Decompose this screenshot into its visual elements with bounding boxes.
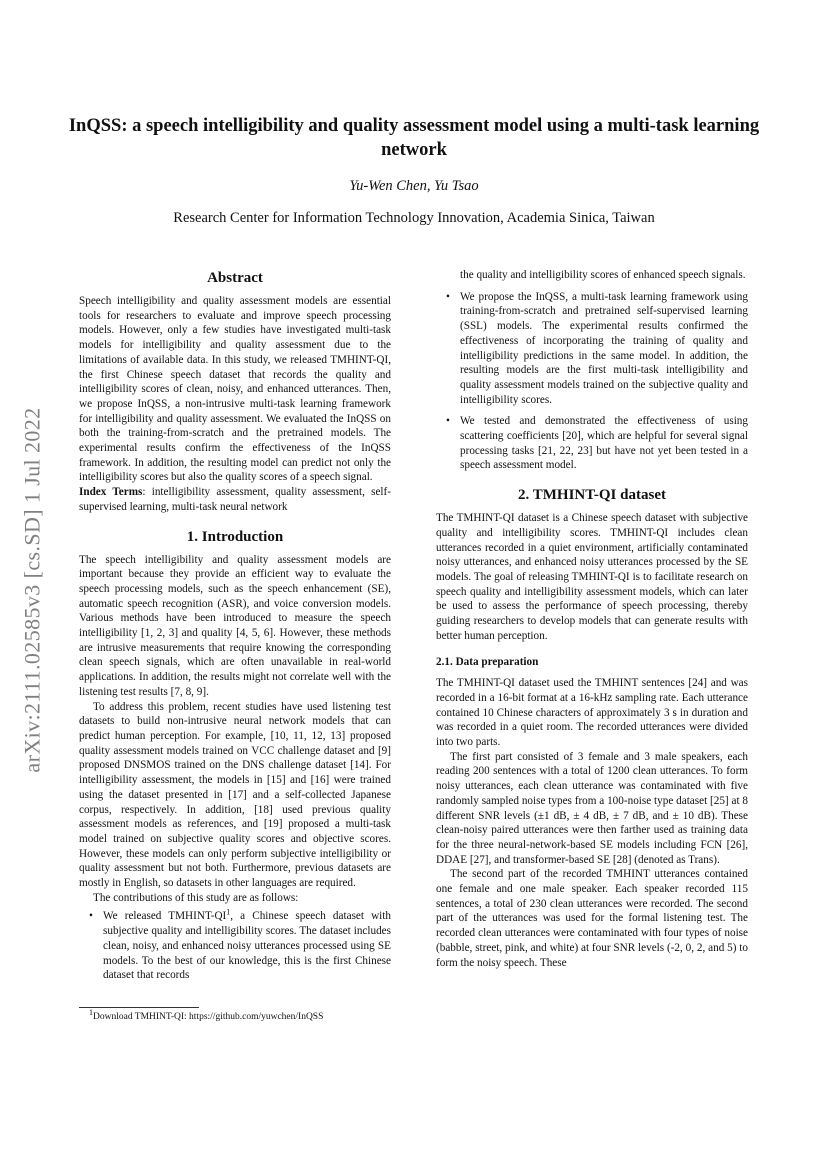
dataset-heading: 2. TMHINT-QI dataset — [518, 487, 666, 504]
footnote-ref[interactable]: 1 — [226, 907, 231, 917]
data-preparation-heading: 2.1. Data preparation — [436, 656, 539, 669]
intro-paragraph-1: The speech intelligibility and quality assessment models are important because they provide an efficient way to evaluate the speech processing models, such as the speech enhancement (SE), automatic speech recognition (ASR), and voice conversion models. Various methods have been introduced to measure the speech intelligibility [1, 2, 3] and quality [4, 5, 6]. However, these methods are intrusive measurements that require knowing the corresponding clean speech signals, which are often unavailable in real-world applications. In addition, the results might not correlate well with the listening test results [7, 8, 9]. — [79, 553, 391, 698]
paper-affiliation: Research Center for Information Technology Innovation, Academia Sinica, Taiwan — [173, 210, 655, 226]
contributions-list — [79, 909, 391, 983]
intro-paragraph-2: To address this problem, recent studies have used listening test datasets to build non-intrusive neural network models that can predict human perception. For example, [10, 11, 12, 13] proposed quality assessment models trained on VCC challenge dataset and [9] proposed DNSMOS trained on the DNS challenge dataset [14]. For intelligibility assessment, the models in [15] and [16] were trained using the dataset presented in [17] and a self-collected Japanese corpus, respectively. In addition, [18] used previous quality assessment models as references, and [19] proposed a multi-task model trained on subjective quality scores and objective scores. However, these models can only perform subjective intelligibility or quality assessment but not both. Furthermore, previous datasets are mostly in English, so datasets in other languages are required. — [79, 700, 391, 890]
contributions-list-continued — [436, 290, 748, 473]
index-terms-text: : intelligibility assessment, quality assessment, self-supervised learning, multi-task neural network — [79, 486, 391, 513]
contribution-item-1 — [79, 909, 391, 983]
dataset-paragraph-1: The TMHINT-QI dataset is a Chinese speech dataset with subjective quality and intelligibility scores. TMHINT-QI includes clean utterances recorded in a quiet environment, artificially contaminated noisy utterances, and enhanced noisy utterances processed by the SE models. The goal of releasing TMHINT-QI is to facilitate research on speech quality and intelligibility assessment models, which can later be used to assess the performance of speech processing, thereby guiding researchers to develop models that can generate results with better human perception. — [436, 512, 748, 642]
contribution-1-continued: the quality and intelligibility scores of enhanced speech signals. — [460, 269, 746, 281]
arxiv-stamp-text: arXiv:2111.02585v3 [cs.SD] 1 Jul 2022 — [20, 407, 45, 773]
footnote — [79, 1007, 391, 1023]
footnote-divider — [79, 1007, 199, 1008]
footnote-mark: 1 — [89, 1007, 93, 1017]
index-terms-label: Index Terms — [79, 486, 143, 499]
introduction-heading: 1. Introduction — [186, 528, 284, 545]
abstract-text: Speech intelligibility and quality assessment models are essential tools for researchers to evaluate and improve speech processing models. However, only a few studies have investigated multi-task models for intelligibility and quality assessment due to the limitations of available data. In this study, we released TMHINT-QI, the first Chinese speech dataset that records the quality and intelligibility scores of clean, noisy, and enhanced utterances. Then, we propose InQSS, a non-intrusive multi-task learning framework for intelligibility and quality assessment. We evaluated the InQSS on both the training-from-scratch and the pretrained models. The experimental results confirm the effectiveness of the InQSS framework. In addition, the resulting model can predict not only the intelligibility scores but also the quality scores of a speech signal. — [79, 295, 391, 484]
footnote-text: Download TMHINT-QI: https://github.com/yuwchen/InQSS — [93, 1011, 324, 1022]
dataset-paragraph-3: The first part consisted of 3 female and 3 male speakers, each reading 200 sentences with a total of 1200 clean utterances. To form noisy utterances, each clean utterance was contaminated with five randomly sampled noise types from a 100-noise type dataset [25] at 8 different SNR levels (±1 dB, ± 4 dB, ± 7 dB, and ± 10 dB). These clean-noisy paired utterances were then farther used as training data for the three neural-network-based SE models including FCN [26], DDAE [27], and transformer-based SE [28] (denoted as Trans). — [436, 750, 748, 866]
dataset-paragraph-4: The second part of the recorded TMHINT utterances contained one female and one male speaker. Each speaker recorded 115 sentences, a total of 230 clean utterances were recorded. The second part of the utterances was used for the formal listening test. The recorded clean utterances were contaminated with four types of noise (babble, street, pink, and white) at four SNR levels (-2, 0, 2, and 5) to form the noisy speech. These — [436, 868, 748, 969]
paper-authors: Yu-Wen Chen, Yu Tsao — [349, 178, 479, 194]
contribution-1-part-b: , a Chinese speech dataset with subjective quality and intelligibility scores. The dataset includes clean, noisy, and enhanced noisy utterances processed using SE models. To the best of our knowledge, this is the first Chinese dataset that records — [103, 910, 391, 982]
dataset-paragraph-2: The TMHINT-QI dataset used the TMHINT sentences [24] and was recorded in a 16-bit format at a 16-kHz sampling rate. Each utterance contained 10 Chinese characters of approximately 3 s in duration and was recorded in a quiet room. The recorded utterances were divided into two parts. — [436, 677, 748, 748]
contribution-item-3: • We tested and demonstrated the effectiveness of using scattering coefficients [20], which are helpful for several signal processing tasks [21, 22, 23] but have not yet been tested in a speech assessment model. — [436, 414, 748, 473]
index-terms — [79, 485, 391, 514]
intro-paragraph-3: The contributions of this study are as follows: — [93, 891, 299, 904]
arxiv-stamp — [16, 380, 50, 800]
abstract-heading: Abstract — [207, 270, 263, 286]
left-column — [79, 268, 391, 1023]
contribution-item-2: • We propose the InQSS, a multi-task learning framework using training-from-scratch and pretrained self-supervised learning (SSL) models. The experimental results confirmed the effectiveness of incorporating the training of quality and intelligibility predictions in the same model. In addition, the resulting models are the first multi-task intelligibility and quality assessment models trained on the subjective quality and intelligibility scores. — [436, 290, 748, 408]
paper-title: InQSS: a speech intelligibility and quality assessment model using a multi-task learning network — [68, 116, 760, 160]
right-column — [436, 268, 748, 970]
contribution-1-part-a: We released TMHINT-QI — [103, 910, 227, 923]
